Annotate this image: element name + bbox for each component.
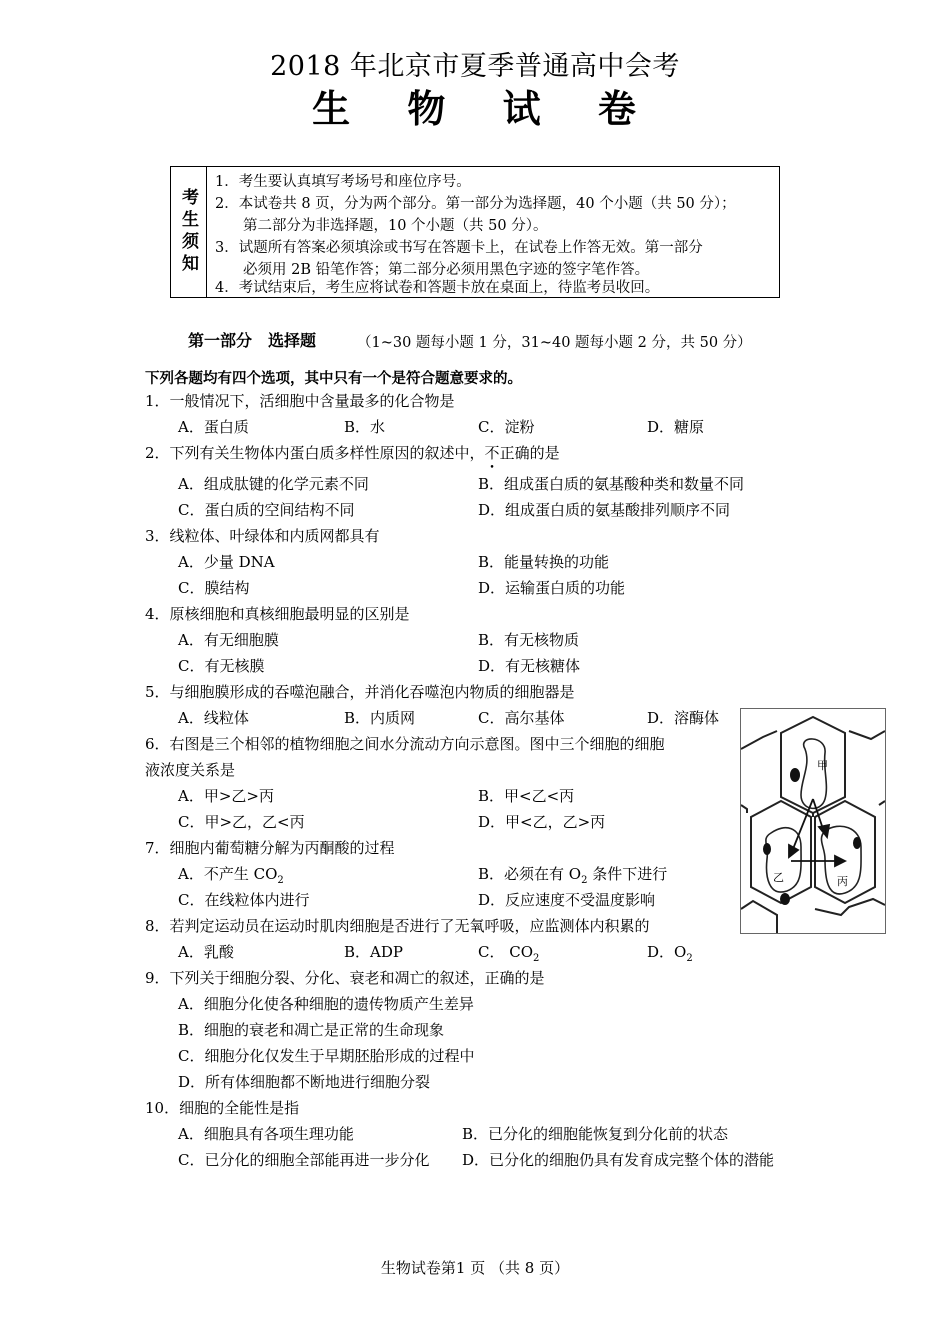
neighbour-wall-4 — [879, 801, 885, 805]
notice-line-1: 1．考生要认真填写考场号和座位序号。 — [215, 174, 471, 190]
emphasis-not: 不 — [484, 444, 500, 462]
question-4-stem: 4．原核细胞和真核细胞最明显的区别是 — [145, 605, 410, 623]
vacuole-jia — [801, 739, 826, 808]
notice-line-2: 2．本试卷共 8 页，分为两个部分。第一部分为选择题，40 个小题（共 50 分）； — [215, 196, 736, 212]
question-6-option-b: B．甲<乙<丙 — [478, 787, 575, 805]
nucleus-jia — [790, 768, 800, 782]
question-1-option-d: D．糖原 — [647, 418, 705, 436]
question-10-stem: 10．细胞的全能性是指 — [145, 1099, 300, 1117]
question-8-option-c: C． $CO_2$ — [478, 943, 540, 964]
question-7-option-a: A．不产生 $CO_2$ — [178, 865, 284, 886]
label-jia: 甲 — [817, 759, 828, 772]
cell-wall-jia — [781, 717, 845, 813]
question-5-option-b: B．内质网 — [344, 709, 416, 727]
question-5-option-a: A．线粒体 — [178, 709, 249, 727]
nucleus-yi — [763, 843, 771, 855]
question-1-option-b: B．水 — [344, 418, 386, 436]
neighbour-wall-2 — [741, 805, 747, 813]
section-heading: 第一部分 选择题 — [188, 331, 317, 350]
question-3-option-a: A．少量 DNA — [178, 553, 275, 571]
question-4-option-c: C．有无核膜 — [178, 657, 265, 675]
question-3-option-b: B．能量转换的功能 — [478, 553, 610, 571]
question-4-option-b: B．有无核物质 — [478, 631, 580, 649]
question-10-option-a: A．细胞具有各项生理功能 — [178, 1125, 354, 1143]
question-5-option-d: D．溶酶体 — [647, 709, 720, 727]
arrow-head-bing-2 — [835, 856, 845, 866]
question-9-stem: 9．下列关于细胞分裂、分化、衰老和凋亡的叙述，正确的是 — [145, 969, 545, 987]
notice-line-2b: 第二部分为非选择题，10 个小题（共 50 分）。 — [243, 218, 548, 234]
question-4-option-d: D．有无核糖体 — [478, 657, 581, 675]
plant-cells-diagram — [741, 709, 885, 933]
exam-title: 2018 年北京市夏季普通高中会考 — [270, 51, 680, 82]
section-instruction: 下列各题均有四个选项，其中只有一个是符合题意要求的。 — [145, 370, 522, 387]
notice-line-3b: 必须用 2B 铅笔作答；第二部分必须用黑色字迹的签字笔作答。 — [243, 262, 650, 278]
section-scoring-note: （1~30 题每小题 1 分，31~40 题每小题 2 分，共 50 分） — [357, 335, 752, 351]
neighbour-wall-3 — [849, 731, 885, 739]
question-5-stem: 5．与细胞膜形成的吞噬泡融合，并消化吞噬泡内物质的细胞器是 — [145, 683, 575, 701]
question-6-option-c: C．甲>乙，乙<丙 — [178, 813, 305, 831]
question-9-option-d: D．所有体细胞都不断地进行细胞分裂 — [178, 1073, 431, 1091]
page-footer: 生物试卷第1 页 （共 8 页） — [380, 1259, 570, 1277]
question-7-option-d: D．反应速度不受温度影响 — [478, 891, 656, 909]
question-9-option-b: B．细胞的衰老和凋亡是正常的生命现象 — [178, 1021, 445, 1039]
question-6-option-d: D．甲<乙，乙>丙 — [478, 813, 606, 831]
nucleus-bing — [853, 837, 861, 849]
label-bing: 丙 — [837, 875, 848, 888]
question-4-option-a: A．有无细胞膜 — [178, 631, 279, 649]
question-6-stem-line1: 6．右图是三个相邻的植物细胞之间水分流动方向示意图。图中三个细胞的细胞 — [145, 735, 665, 753]
exam-subject-title: 生 物 试 卷 — [312, 86, 658, 131]
question-2-option-a: A．组成肽键的化学元素不同 — [178, 475, 369, 493]
question-2-option-c: C．蛋白质的空间结构不同 — [178, 501, 355, 519]
question-2-option-b: B．组成蛋白质的氨基酸种类和数量不同 — [478, 475, 745, 493]
question-2-option-d: D．组成蛋白质的氨基酸排列顺序不同 — [478, 501, 731, 519]
question-6-option-a: A．甲>乙>丙 — [178, 787, 274, 805]
question-8-stem: 8．若判定运动员在运动时肌肉细胞是否进行了无氧呼吸，应监测体内积累的 — [145, 917, 650, 935]
question-7-stem: 7．细胞内葡萄糖分解为丙酮酸的过程 — [145, 839, 395, 857]
arrow-head-bing-1 — [819, 825, 829, 837]
question-1-stem: 1．一般情况下，活细胞中含量最多的化合物是 — [145, 392, 455, 410]
question-9-option-a: A．细胞分化使各种细胞的遗传物质产生差异 — [178, 995, 474, 1013]
question-2-stem: 2．下列有关生物体内蛋白质多样性原因的叙述中，不正确的是 — [145, 444, 560, 462]
notice-line-3: 3．试题所有答案必须填涂或书写在答题卡上，在试卷上作答无效。第一部分 — [215, 240, 703, 256]
candidate-notice-box — [170, 166, 780, 298]
question-3-option-d: D．运输蛋白质的功能 — [478, 579, 626, 597]
plant-cells-figure — [740, 708, 886, 934]
question-7-option-b: B．必须在有 $O_2$ 条件下进行 — [478, 865, 668, 886]
neighbour-wall-5 — [741, 901, 777, 933]
question-8-option-b: B．ADP — [344, 943, 403, 961]
question-10-option-c: C．已分化的细胞全部能再进一步分化 — [178, 1151, 430, 1169]
question-1-option-a: A．蛋白质 — [178, 418, 249, 436]
notice-line-4: 4．考试结束后，考生应将试卷和答题卡放在桌面上，待监考员收回。 — [215, 280, 660, 296]
question-7-option-c: C．在线粒体内进行 — [178, 891, 310, 909]
question-10-option-b: B．已分化的细胞能恢复到分化前的状态 — [462, 1125, 729, 1143]
question-1-option-c: C．淀粉 — [478, 418, 535, 436]
question-5-option-c: C．高尔基体 — [478, 709, 565, 727]
cell-wall-yi — [751, 801, 811, 903]
question-8-option-d: D．$O_2$ — [647, 943, 693, 964]
question-3-stem: 3．线粒体、叶绿体和内质网都具有 — [145, 527, 380, 545]
arrow-head-yi — [789, 845, 798, 857]
question-8-option-a: A．乳酸 — [178, 943, 234, 961]
question-3-option-c: C．膜结构 — [178, 579, 250, 597]
label-yi: 乙 — [773, 871, 784, 884]
question-10-option-d: D．已分化的细胞仍具有发育成完整个体的潜能 — [462, 1151, 775, 1169]
neighbour-wall-1 — [741, 731, 777, 749]
question-6-stem-line2: 液浓度关系是 — [145, 761, 236, 779]
question-9-option-c: C．细胞分化仅发生于早期胚胎形成的过程中 — [178, 1047, 475, 1065]
nucleus-extra — [780, 893, 790, 905]
notice-label: 考生须知 — [171, 167, 207, 297]
